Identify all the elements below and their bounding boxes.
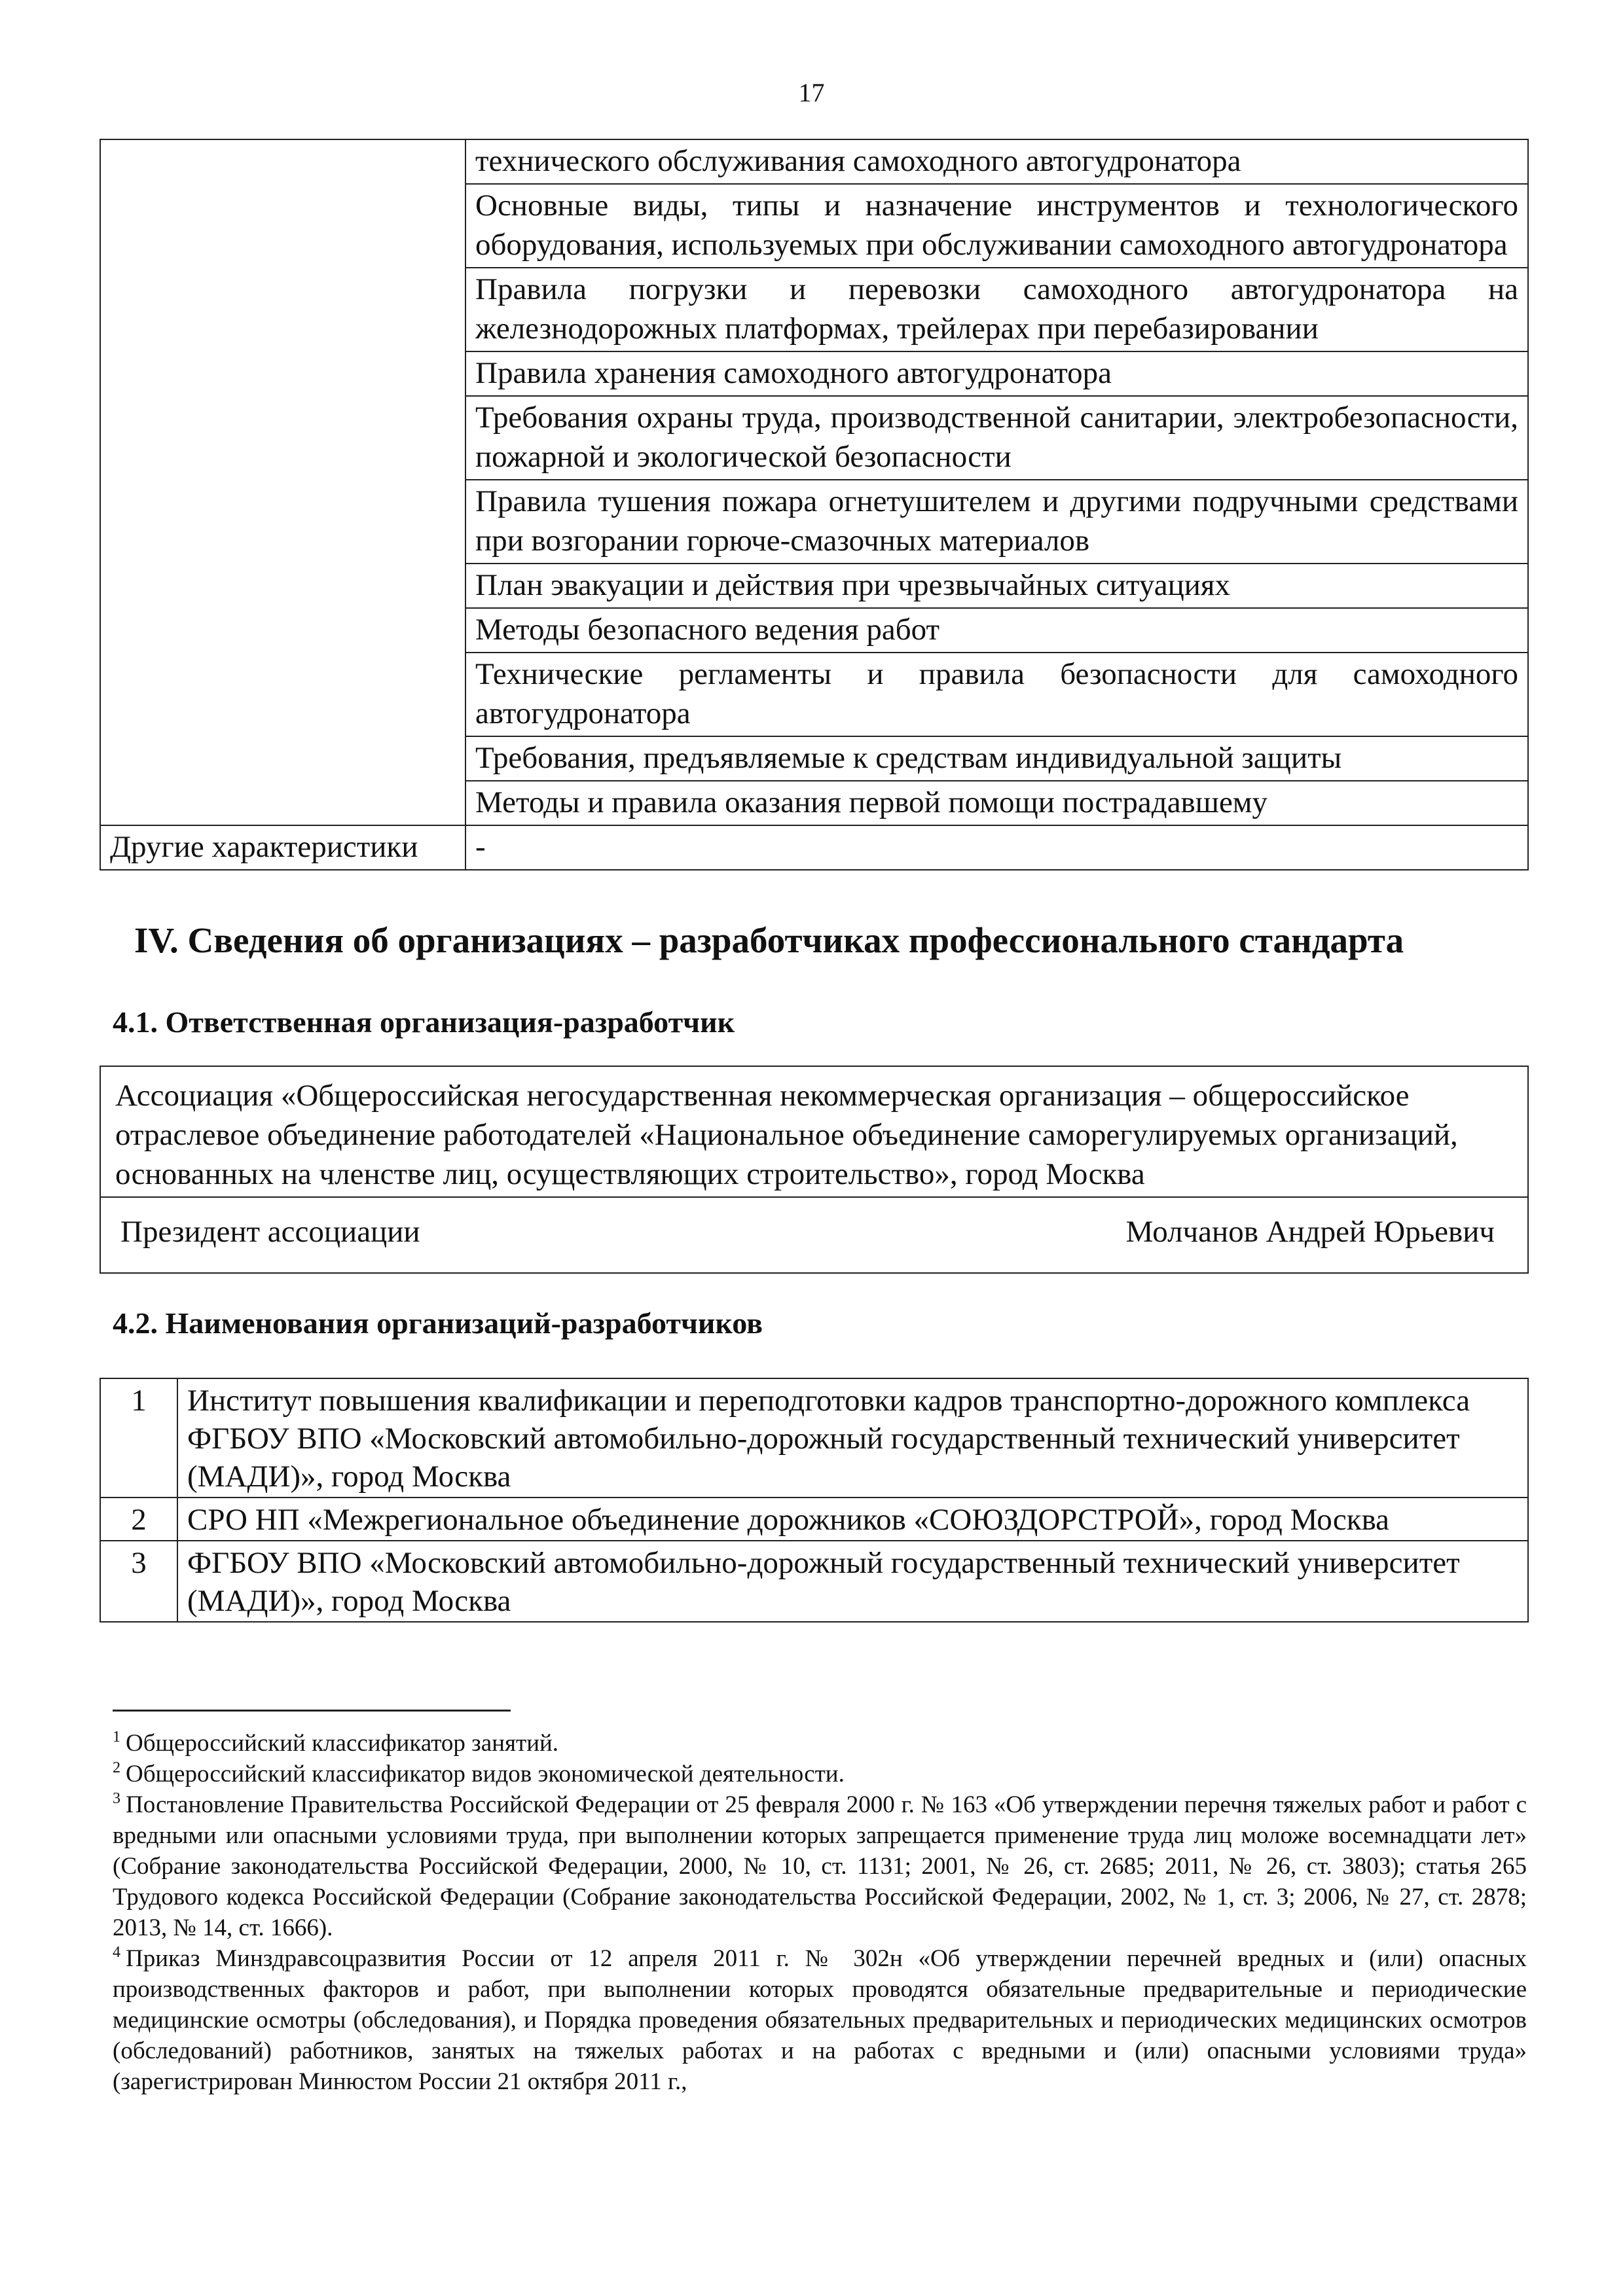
table-cell: Основные виды, типы и назначение инструментов и технологического оборудования, используемых при обслуживании самоходного автогудронатора	[465, 184, 1528, 268]
responsible-org-person: Молчанов Андрей Юрьевич	[1125, 1215, 1495, 1249]
developer-name: ФГБОУ ВПО «Московский автомобильно-дорожный государственный технический университет (МАДИ)», город Москва	[177, 1541, 1528, 1622]
table-cell: Методы безопасного ведения работ	[465, 608, 1528, 653]
table-cell: План эвакуации и действия при чрезвычайных ситуациях	[465, 564, 1528, 608]
footnote-mark: 2	[113, 1759, 120, 1776]
developers-table	[100, 1378, 1529, 1623]
footnote	[113, 1759, 1527, 1789]
row-number: 1	[100, 1378, 177, 1498]
footnote-text: Общероссийский классификатор занятий.	[126, 1730, 559, 1757]
footnote	[113, 1943, 1527, 2097]
table-cell: Правила погрузки и перевозки самоходного автогудронатора на железнодорожных платформах, трейлерах при перебазировании	[465, 268, 1528, 351]
table-row	[100, 139, 1528, 184]
table-cell: Требования, предъявляемые к средствам индивидуальной защиты	[465, 736, 1528, 781]
section-title: IV. Сведения об организациях – разработчиках профессионального стандарта	[134, 920, 1404, 960]
other-characteristics-value: -	[465, 825, 1528, 870]
footnote	[113, 1789, 1527, 1943]
row-number: 2	[100, 1498, 177, 1541]
table-cell: Методы и правила оказания первой помощи пострадавшему	[465, 781, 1528, 825]
developer-name: Институт повышения квалификации и переподготовки кадров транспортно-дорожного комплекса ФГБОУ ВПО «Московский автомобильно-дорожный государственный технический университет (МАДИ)», город Москва	[177, 1378, 1528, 1498]
row-number: 3	[100, 1541, 177, 1622]
developers-heading: 4.2. Наименования организаций-разработчиков	[113, 1306, 763, 1340]
footnote	[113, 1728, 1527, 1759]
responsible-org-text: Ассоциация «Общероссийская негосударственная некоммерческая организация – общероссийское отраслевое объединение работодателей «Национальное объединение саморегулируемых организаций, основанных на членстве лиц, осуществляющих строительство», город Москва	[115, 1079, 1458, 1191]
table-cell: Требования охраны труда, производственной санитарии, электробезопасности, пожарной и экологической безопасности	[465, 396, 1528, 480]
footnote-mark: 4	[113, 1944, 120, 1961]
page-number: 17	[798, 78, 825, 107]
table-row	[100, 1541, 1528, 1622]
developer-name: СРО НП «Межрегиональное объединение дорожников «СОЮЗДОРСТРОЙ», город Москва	[177, 1498, 1528, 1541]
requirements-table	[100, 139, 1529, 870]
table-cell: технического обслуживания самоходного автогудронатора	[465, 139, 1528, 184]
table-cell: Правила тушения пожара огнетушителем и другими подручными средствами при возгорании горюче-смазочных материалов	[465, 480, 1528, 564]
footnotes	[113, 1728, 1527, 2097]
footnote-text: Приказ Минздравсоцразвития России от 12 апреля 2011 г. № 302н «Об утверждении перечней вредных и (или) опасных производственных факторов и работ, при выполнении которых проводятся обязательные предварительные и периодические медицинские осмотры (обследования), и Порядка проведения обязательных предварительных и периодических медицинских осмотров (обследований) работников, занятых на тяжелых работах и на работах с вредными и (или) опасными условиями труда» (зарегистрирован Минюстом России 21 октября 2011 г.,	[113, 1945, 1527, 2095]
footnote-mark: 3	[113, 1790, 120, 1807]
footnote-text: Постановление Правительства Российской Федерации от 25 февраля 2000 г. № 163 «Об утверждении перечня тяжелых работ и работ с вредными или опасными условиями труда, при выполнении которых запрещается применение труда лиц моложе восемнадцати лет» (Собрание законодательства Российской Федерации, 2000, № 10, ст. 1131; 2001, № 26, ст. 2685; 2011, № 26, ст. 3803); статья 265 Трудового кодекса Российской Федерации (Собрание законодательства Российской Федерации, 2002, № 1, ст. 3; 2006, № 27, ст. 2878; 2013, № 14, ст. 1666).	[113, 1791, 1527, 1941]
responsible-org-heading: 4.1. Ответственная организация-разработчик	[113, 1005, 735, 1039]
divider	[101, 1196, 1527, 1198]
table-cell-empty	[100, 139, 465, 825]
other-characteristics-label: Другие характеристики	[100, 825, 465, 870]
footnote-separator	[113, 1710, 511, 1712]
table-row	[100, 825, 1528, 870]
table-row	[100, 1378, 1528, 1498]
table-cell: Технические регламенты и правила безопасности для самоходного автогудронатора	[465, 653, 1528, 736]
table-row	[100, 1498, 1528, 1541]
responsible-org-role: Президент ассоциации	[120, 1215, 420, 1249]
responsible-org-box	[100, 1066, 1529, 1274]
table-cell: Правила хранения самоходного автогудронатора	[465, 351, 1528, 396]
footnote-text: Общероссийский классификатор видов экономической деятельности.	[126, 1761, 845, 1787]
footnote-mark: 1	[113, 1729, 120, 1746]
